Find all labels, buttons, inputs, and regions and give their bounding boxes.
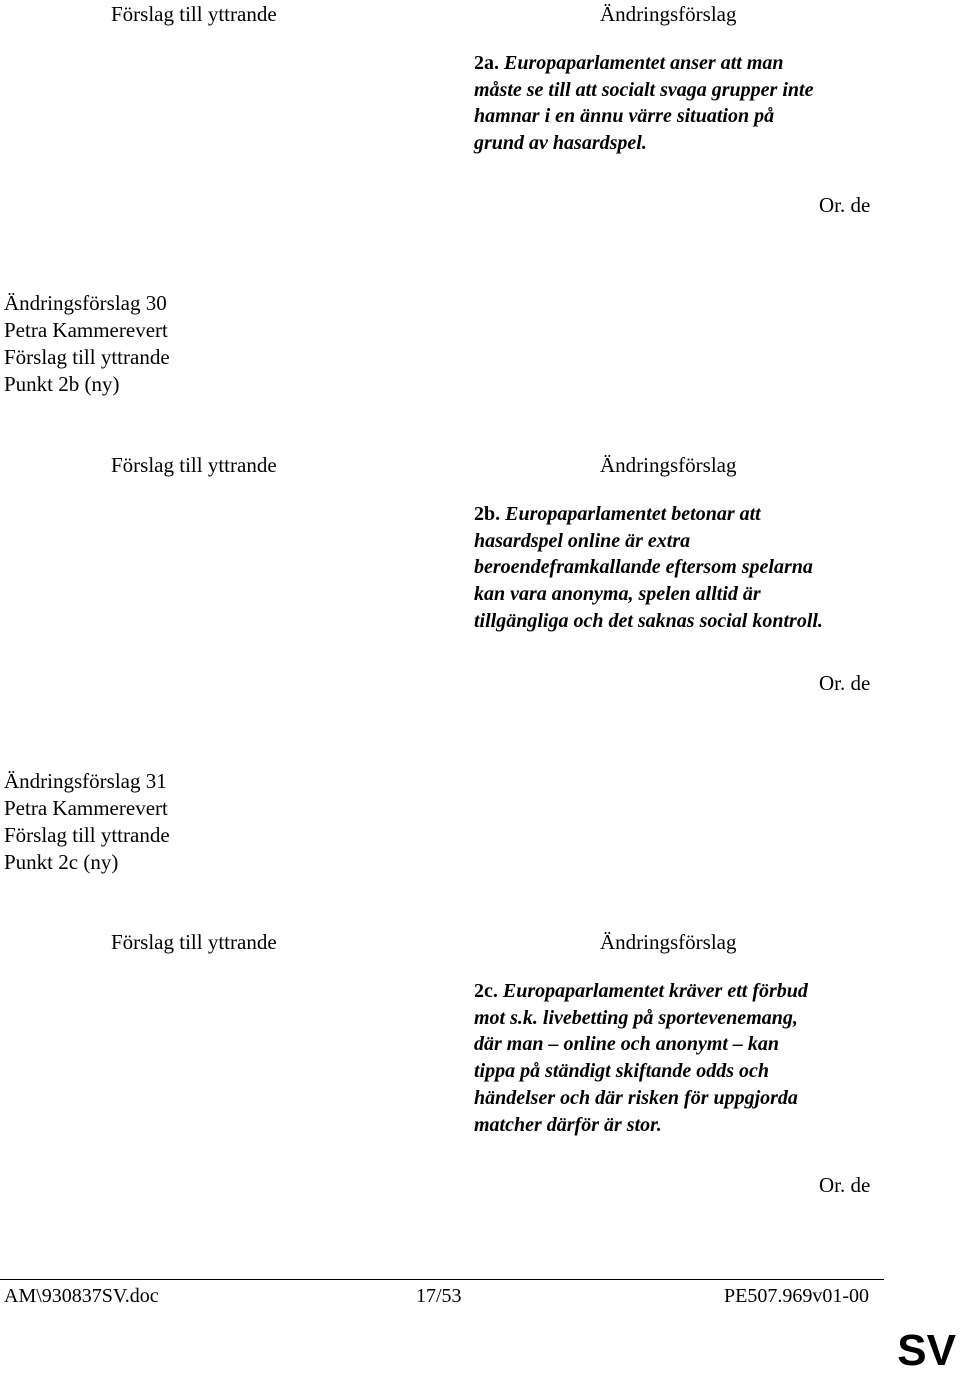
text-line: beroendeframkallande eftersom spelarna	[474, 556, 813, 579]
column-header-left: Förslag till yttrande	[111, 930, 277, 954]
column-header-left: Förslag till yttrande	[111, 2, 277, 26]
paragraph-reference: Punkt 2b (ny)	[4, 372, 120, 396]
text-line: hasardspel online är extra	[474, 529, 691, 552]
amendment-text-2b	[474, 501, 894, 635]
amendment-31-meta	[4, 768, 170, 876]
footer-pe-reference: PE507.969v01-00	[724, 1285, 869, 1307]
text-line: 2c. Europaparlamentet kräver ett förbud	[474, 980, 808, 1002]
footer-document-reference: AM\930837SV.doc	[4, 1285, 159, 1307]
paragraph-number: 2c.	[474, 980, 498, 1002]
text-line: grund av hasardspel.	[474, 132, 647, 155]
column-header-right: Ändringsförslag	[600, 930, 737, 954]
amendment-number: Ändringsförslag 30	[4, 291, 167, 315]
text-line: 2a. Europaparlamentet anser att man	[474, 52, 784, 74]
text-line: där man – online och anonymt – kan	[474, 1033, 780, 1056]
text-line: hamnar i en ännu värre situation på	[474, 105, 775, 128]
paragraph-number: 2b.	[474, 503, 501, 525]
original-language-label: Or. de	[819, 671, 871, 695]
text-line: måste se till att socialt svaga grupper inte	[474, 78, 814, 101]
language-code: SV	[897, 1326, 956, 1375]
paragraph-number: 2a.	[474, 52, 499, 74]
amendment-author: Petra Kammerevert	[4, 318, 168, 342]
text-line: matcher därför är stor.	[474, 1113, 662, 1136]
footer-page-number: 17/53	[416, 1285, 462, 1307]
amendment-30-meta	[4, 290, 170, 398]
document-type: Förslag till yttrande	[4, 345, 170, 369]
amendment-author: Petra Kammerevert	[4, 796, 168, 820]
footer-rule	[0, 1279, 884, 1280]
text-line: kan vara anonyma, spelen alltid är	[474, 583, 761, 606]
column-header-right: Ändringsförslag	[600, 2, 737, 26]
amendment-text-2a	[474, 50, 894, 157]
text-line: 2b. Europaparlamentet betonar att	[474, 503, 761, 525]
column-header-right: Ändringsförslag	[600, 453, 737, 477]
amendment-number: Ändringsförslag 31	[4, 769, 167, 793]
text-line: tippa på ständigt skiftande odds och	[474, 1060, 770, 1083]
text-line: händelser och där risken för uppgjorda	[474, 1086, 798, 1109]
original-language-label: Or. de	[819, 1173, 871, 1197]
text-line: tillgängliga och det saknas social kontroll.	[474, 609, 823, 632]
text-line: mot s.k. livebetting på sportevenemang,	[474, 1006, 798, 1029]
amendment-text-2c	[474, 978, 894, 1138]
paragraph-reference: Punkt 2c (ny)	[4, 850, 119, 874]
document-type: Förslag till yttrande	[4, 823, 170, 847]
column-header-left: Förslag till yttrande	[111, 453, 277, 477]
original-language-label: Or. de	[819, 193, 871, 217]
